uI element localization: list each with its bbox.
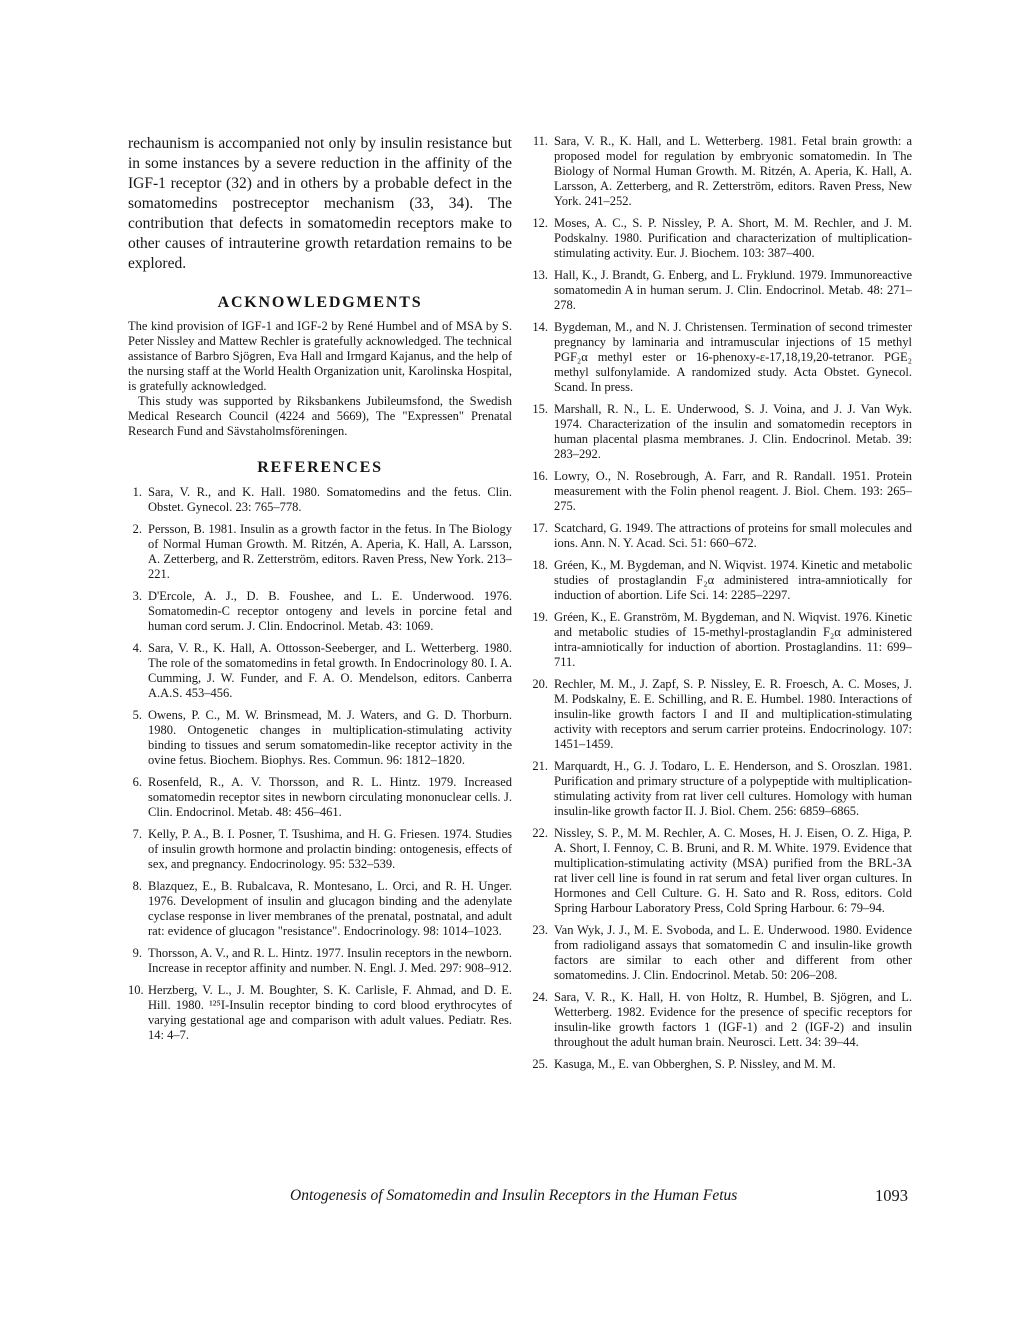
reference-number: 18. xyxy=(532,558,548,572)
reference-number: 2. xyxy=(132,522,142,536)
references-list-right xyxy=(528,134,912,1072)
reference-item xyxy=(528,216,912,261)
reference-item xyxy=(128,522,512,582)
reference-number: 9. xyxy=(132,946,142,960)
reference-number: 20. xyxy=(532,677,548,691)
reference-number: 14. xyxy=(532,320,548,334)
reference-item xyxy=(528,826,912,916)
reference-number: 13. xyxy=(532,268,548,282)
reference-text: Lowry, O., N. Rosebrough, A. Farr, and R. Randall. 1951. Protein measurement with the Folin phenol reagent. J. Biol. Chem. 193: 265–275. xyxy=(554,469,912,513)
reference-number: 25. xyxy=(532,1057,548,1071)
reference-item xyxy=(528,677,912,752)
reference-item xyxy=(128,946,512,976)
reference-item xyxy=(528,1057,912,1072)
reference-text: Persson, B. 1981. Insulin as a growth factor in the fetus. In The Biology of Normal Human Growth. M. Ritzén, A. Aperia, K. Hall, A. Larsson, A. Zetterberg, and R. Zetterström, editors. Raven Press, New York. 213–221. xyxy=(148,522,512,581)
reference-number: 22. xyxy=(532,826,548,840)
reference-item xyxy=(128,708,512,768)
reference-number: 15. xyxy=(532,402,548,416)
reference-item xyxy=(128,589,512,634)
reference-text: Thorsson, A. V., and R. L. Hintz. 1977. Insulin receptors in the newborn. Increase in receptor affinity and number. N. Engl. J. Med. 297: 908–912. xyxy=(148,946,512,975)
acknowledgments-paragraph-1: The kind provision of IGF-1 and IGF-2 by René Humbel and of MSA by S. Peter Nissley and Mattew Rechler is gratefully acknowledged. The technical assistance of Barbro Sjögren, Eva Hall and Irmgard Kajanus, and the help of the nursing staff at the World Health Organization unit, Karolinska Hospital, is gratefully acknowledged. xyxy=(128,319,512,393)
reference-number: 21. xyxy=(532,759,548,773)
reference-text: Marquardt, H., G. J. Todaro, L. E. Henderson, and S. Oroszlan. 1981. Purification and primary structure of a polypeptide with multiplication-stimulating activity from rat liver cell cultures. Homology with human insulin-like growth factor II. J. Biol. Chem. 256: 6859–6865. xyxy=(554,759,912,818)
reference-text: Moses, A. C., S. P. Nissley, P. A. Short, M. M. Rechler, and J. M. Podskalny. 1980. Purification and characterization of multiplication-stimulating activity. Eur. J. Biochem. 103: 387–400. xyxy=(554,216,912,260)
reference-number: 8. xyxy=(132,879,142,893)
reference-item xyxy=(128,775,512,820)
reference-item xyxy=(128,983,512,1043)
reference-item xyxy=(128,641,512,701)
reference-number: 1. xyxy=(132,485,142,499)
reference-text: Kelly, P. A., B. I. Posner, T. Tsushima, and H. G. Friesen. 1974. Studies of insulin growth hormone and prolactin binding: ontogenesis, effects of sex, and pregnancy. Endocrinology. 95: 532–539. xyxy=(148,827,512,871)
reference-item xyxy=(528,558,912,603)
reference-text: Sara, V. R., and K. Hall. 1980. Somatomedins and the fetus. Clin. Obstet. Gynecol. 23: 765–778. xyxy=(148,485,512,514)
reference-number: 10. xyxy=(128,983,144,997)
reference-text: Sara, V. R., K. Hall, H. von Holtz, R. Humbel, B. Sjögren, and L. Wetterberg. 1982. Evidence for the presence of specific receptors for insulin-like growth factors 1 (IGF-1) and 2 (IGF-2) and insulin throughout the adult human brain. Neurosci. Lett. 34: 39–44. xyxy=(554,990,912,1049)
reference-text: Sara, V. R., K. Hall, A. Ottosson-Seeberger, and L. Wetterberg. 1980. The role of the somatomedins in fetal growth. In Endocrinology 80. I. A. Cumming, J. W. Funder, and F. A. O. Mendelson, editors. Canberra A.A.S. 453–456. xyxy=(148,641,512,700)
reference-item xyxy=(128,827,512,872)
reference-text: Owens, P. C., M. W. Brinsmead, M. J. Waters, and G. D. Thorburn. 1980. Ontogenetic changes in multiplication-stimulating activity binding to tissues and serum somatomedin-like receptor activity in the ovine fetus. Biochem. Biophys. Res. Commun. 96: 1812–1820. xyxy=(148,708,512,767)
reference-text: Rosenfeld, R., A. V. Thorsson, and R. L. Hintz. 1979. Increased somatomedin receptor sites in newborn circulating mononuclear cells. J. Clin. Endocrinol. Metab. 48: 456–461. xyxy=(148,775,512,819)
reference-item xyxy=(528,990,912,1050)
reference-text: Bygdeman, M., and N. J. Christensen. Termination of second trimester pregnancy by laminaria and intramuscular injections of 15 methyl PGF₂α methyl ester or 16-phenoxy-ε-17,18,19,20-tetranor. PGE₂ methyl sulfonylamide. A randomized study. Acta Obstet. Gynecol. Scand. In press. xyxy=(554,320,912,394)
page-footer xyxy=(290,1187,910,1211)
reference-number: 7. xyxy=(132,827,142,841)
reference-text: Marshall, R. N., L. E. Underwood, S. J. Voina, and J. J. Van Wyk. 1974. Characterization of the insulin and somatomedin receptors in human placental plasma membranes. J. Clin. Endocrinol. Metab. 39: 283–292. xyxy=(554,402,912,461)
reference-text: Scatchard, G. 1949. The attractions of proteins for small molecules and ions. Ann. N. Y. Acad. Sci. 51: 660–672. xyxy=(554,521,912,550)
reference-text: Sara, V. R., K. Hall, and L. Wetterberg. 1981. Fetal brain growth: a proposed model for regulation by embryonic somatomedin. In The Biology of Normal Human Growth. M. Ritzén, A. Aperia, K. Hall, A. Larsson, A. Zetterberg, and R. Zetterström, editors. Raven Press, New York. 241–252. xyxy=(554,134,912,208)
reference-number: 16. xyxy=(532,469,548,483)
reference-number: 24. xyxy=(532,990,548,1004)
reference-item xyxy=(528,320,912,395)
acknowledgments-paragraph-2: This study was supported by Riksbankens Jubileumsfond, the Swedish Medical Research Council (4224 and 5669), The "Expressen" Prenatal Research Fund and Sävstaholmsföreningen. xyxy=(128,394,512,438)
reference-item xyxy=(528,759,912,819)
reference-item xyxy=(528,923,912,983)
reference-item xyxy=(128,485,512,515)
references-heading: REFERENCES xyxy=(257,459,383,476)
reference-item xyxy=(528,469,912,514)
reference-text: Gréen, K., M. Bygdeman, and N. Wiqvist. 1974. Kinetic and metabolic studies of prostaglandin F₂α administered intra-amniotically for induction of abortion. Life Sci. 14: 2285–2297. xyxy=(554,558,912,602)
reference-text: Herzberg, V. L., J. M. Boughter, S. K. Carlisle, F. Ahmad, and D. E. Hill. 1980. ¹²⁵I-Insulin receptor binding to cord blood erythrocytes of varying gestational age and comparison with adult values. Pediatr. Res. 14: 4–7. xyxy=(148,983,512,1042)
reference-text: Blazquez, E., B. Rubalcava, R. Montesano, L. Orci, and R. H. Unger. 1976. Development of insulin and glucagon binding and the adenylate cyclase response in liver membranes of the prenatal, postnatal, and adult rat: evidence of glucagon "resistance". Endocrinology. 98: 1014–1023. xyxy=(148,879,512,938)
reference-item xyxy=(528,521,912,551)
reference-item xyxy=(528,610,912,670)
body-paragraph: rechaunism is accompanied not only by insulin resistance but in some instances by a severe reduction in the affinity of the IGF-1 receptor (32) and in others by a probable defect in the somatomedins postreceptor mechanism (33, 34). The contribution that defects in somatomedin receptors make to other causes of intrauterine growth retardation remains to be explored. xyxy=(128,135,512,272)
reference-number: 6. xyxy=(132,775,142,789)
left-column xyxy=(128,134,512,1050)
reference-text: Van Wyk, J. J., M. E. Svoboda, and L. E. Underwood. 1980. Evidence from radioligand assays that somatomedin C and insulin-like growth factors are similar to each other and different from other somatomedins. J. Clin. Endocrinol. Metab. 50: 206–208. xyxy=(554,923,912,982)
page-number: 1093 xyxy=(875,1186,908,1205)
references-list-left xyxy=(128,485,512,1043)
reference-text: Gréen, K., E. Granström, M. Bygdeman, and N. Wiqvist. 1976. Kinetic and metabolic studies of 15-methyl-prostaglandin F₂α administered intra-amniotically for induction of abortion. Prostaglandins. 11: 699–711. xyxy=(554,610,912,669)
reference-text: Nissley, S. P., M. M. Rechler, A. C. Moses, H. J. Eisen, O. Z. Higa, P. A. Short, I. Fennoy, C. B. Bruni, and R. M. White. 1979. Evidence that multiplication-stimulating activity (MSA) purified from the BRL-3A rat liver cell line is found in rat serum and fetal liver organ cultures. In Hormones and Cell Culture. G. H. Sato and R. Ross, editors. Cold Spring Harbour Laboratory Press, Cold Spring Harbour. 6: 79–94. xyxy=(554,826,912,915)
reference-item xyxy=(528,402,912,462)
reference-number: 17. xyxy=(532,521,548,535)
reference-number: 23. xyxy=(532,923,548,937)
reference-item xyxy=(128,879,512,939)
reference-number: 19. xyxy=(532,610,548,624)
reference-number: 12. xyxy=(532,216,548,230)
reference-number: 4. xyxy=(132,641,142,655)
reference-item xyxy=(528,134,912,209)
reference-number: 5. xyxy=(132,708,142,722)
reference-text: Kasuga, M., E. van Obberghen, S. P. Nissley, and M. M. xyxy=(554,1057,836,1071)
reference-text: Rechler, M. M., J. Zapf, S. P. Nissley, E. R. Froesch, A. C. Moses, J. M. Podskalny, E. E. Schilling, and R. E. Humbel. 1980. Interactions of insulin-like growth factors I and II and multiplication-stimulating activity with receptors and serum carrier proteins. Endocrinology. 107: 1451–1459. xyxy=(554,677,912,751)
reference-number: 3. xyxy=(132,589,142,603)
reference-text: D'Ercole, A. J., D. B. Foushee, and L. E. Underwood. 1976. Somatomedin-C receptor ontogeny and levels in porcine fetal and human cord serum. J. Clin. Endocrinol. Metab. 43: 1069. xyxy=(148,589,512,633)
right-column xyxy=(528,134,912,1079)
acknowledgments-heading: ACKNOWLEDGMENTS xyxy=(217,294,423,311)
reference-text: Hall, K., J. Brandt, G. Enberg, and L. Fryklund. 1979. Immunoreactive somatomedin A in human serum. J. Clin. Endocrinol. Metab. 48: 271–278. xyxy=(554,268,912,312)
reference-number: 11. xyxy=(532,134,548,148)
reference-item xyxy=(528,268,912,313)
running-title: Ontogenesis of Somatomedin and Insulin Receptors in the Human Fetus xyxy=(290,1187,738,1204)
